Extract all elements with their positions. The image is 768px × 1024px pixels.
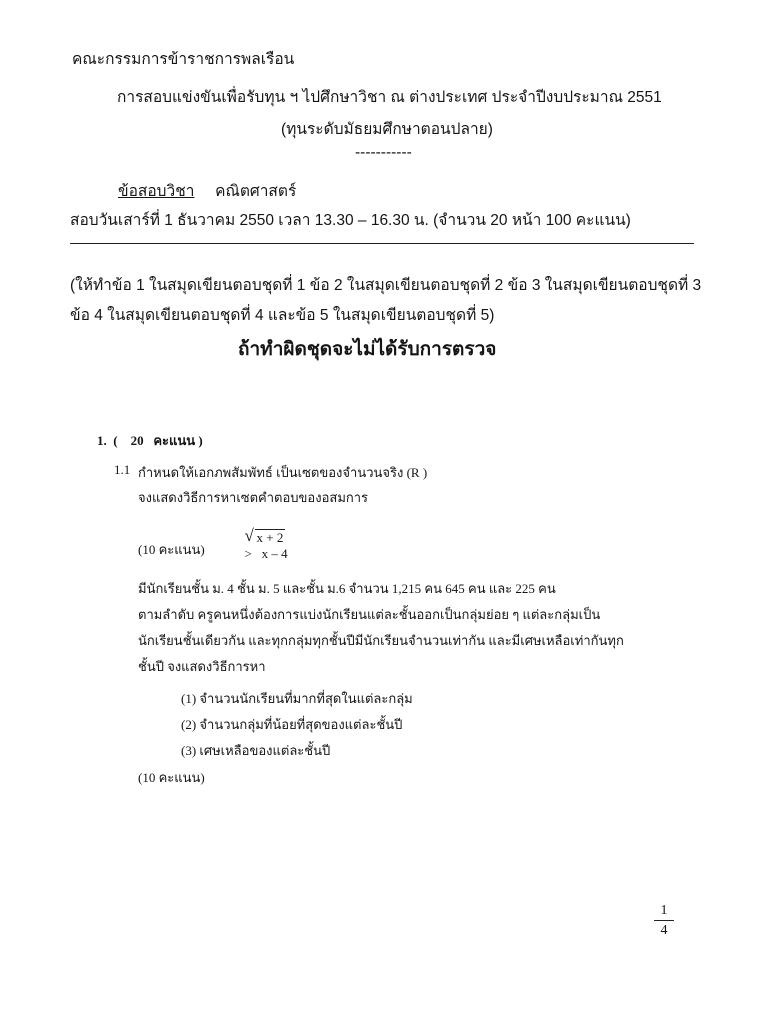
radical-sign: √ — [244, 526, 254, 545]
instruction-line-1: (ให้ทำข้อ 1 ในสมุดเขียนตอบชุดที่ 1 ข้อ 2 ในสมุดเขียนตอบชุดที่ 2 ข้อ 3 ในสมุดเขียนตอบชุดที่ 3 — [70, 277, 702, 294]
question-1-heading: 1. ( 20 คะแนน ) — [97, 433, 203, 448]
subject-label: ข้อสอบวิชา — [118, 183, 195, 200]
inequality-expression — [238, 513, 288, 562]
question-1-1-points: (10 คะแนน) — [138, 542, 205, 557]
instruction-line-2: ข้อ 4 ในสมุดเขียนตอบชุดที่ 4 และข้อ 5 ในสมุดเขียนตอบชุดที่ 5) — [70, 307, 495, 324]
committee-name: คณะกรรมการข้าราชการพลเรือน — [72, 51, 295, 68]
sub-item-2: (2) จำนวนกลุ่มที่น้อยที่สุดของแต่ละชั้นปี — [181, 717, 403, 732]
question-1-1-line-2: จงแสดงวิธีการหาเซตคำตอบของอสมการ — [138, 490, 369, 505]
question-1-2-points: (10 คะแนน) — [138, 770, 205, 785]
exam-title: การสอบแข่งขันเพื่อรับทุน ฯ ไปศึกษาวิชา ณ ต่างประเทศ ประจำปีงบประมาณ 2551 — [117, 89, 662, 106]
header-divider — [70, 243, 694, 244]
radicand: x + 2 — [256, 530, 284, 545]
header-separator: ----------- — [355, 144, 412, 161]
exam-level: (ทุนระดับมัธยมศึกษาตอนปลาย) — [281, 121, 493, 138]
page-number-bar — [654, 920, 674, 921]
inequality-right-side: > x – 4 — [244, 546, 288, 561]
square-root — [244, 526, 286, 546]
question-1-2-line-3: นักเรียนชั้นเดียวกัน และทุกกลุ่มทุกชั้นปีมีนักเรียนจำนวนเท่ากัน และมีเศษเหลือเท่ากันทุก — [138, 633, 624, 648]
sub-item-1: (1) จำนวนนักเรียนที่มากที่สุดในแต่ละกลุ่ม — [181, 691, 413, 706]
page-number-current: 1 — [660, 903, 668, 918]
page-number — [652, 902, 676, 939]
wrong-booklet-warning: ถ้าทำผิดชุดจะไม่ได้รับการตรวจ — [238, 339, 497, 360]
exam-schedule: สอบวันเสาร์ที่ 1 ธันวาคม 2550 เวลา 13.30 – 16.30 น. (จำนวน 20 หน้า 100 คะแนน) — [70, 212, 631, 229]
question-1-1-number: 1.1 — [114, 462, 131, 477]
page-number-total: 4 — [660, 923, 668, 938]
question-1-2-line-2: ตามลำดับ ครูคนหนึ่งต้องการแบ่งนักเรียนแต่ละชั้นออกเป็นกลุ่มย่อย ๆ แต่ละกลุ่มเป็น — [138, 607, 601, 622]
subject-name: คณิตศาสตร์ — [215, 183, 297, 200]
subject-line — [118, 178, 296, 203]
sub-item-3: (3) เศษเหลือของแต่ละชั้นปี — [181, 743, 331, 758]
question-1-2-line-1: มีนักเรียนชั้น ม. 4 ชั้น ม. 5 และชั้น ม.6 จำนวน 1,215 คน 645 คน และ 225 คน — [138, 581, 556, 596]
question-1-1-line-1: กำหนดให้เอกภพสัมพัทธ์ เป็นเซตของจำนวนจริง (R ) — [138, 465, 428, 480]
question-1-2-line-4: ชั้นปี จงแสดงวิธีการหา — [138, 659, 266, 674]
